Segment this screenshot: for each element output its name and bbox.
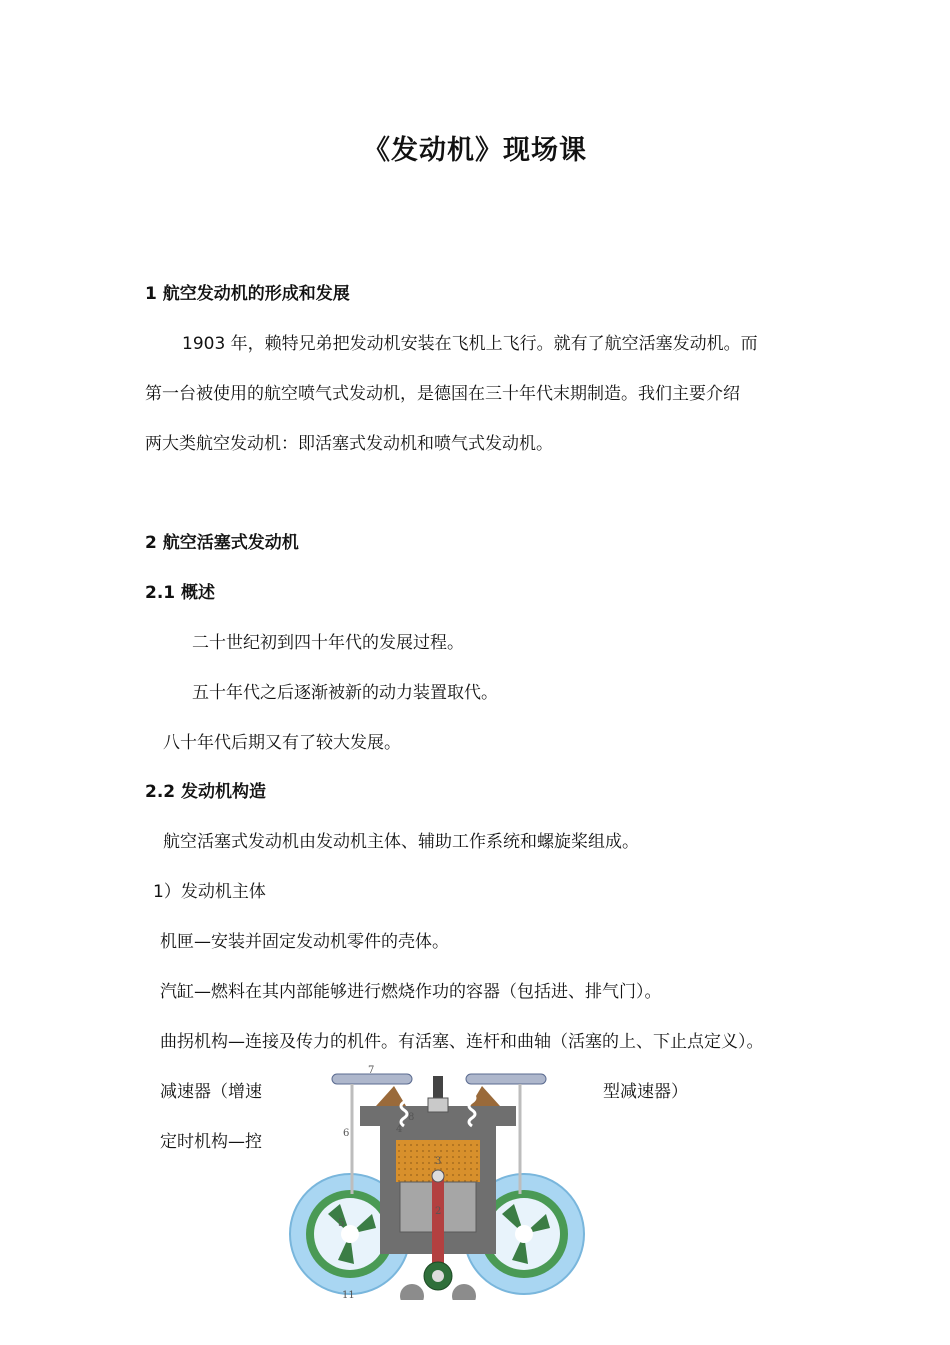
diagram-label: 4 xyxy=(396,1124,403,1135)
paragraph-line-partial: 型减速器） xyxy=(603,1082,688,1102)
section-2-1-heading: 2.1 概述 xyxy=(145,583,216,603)
paragraph-line: 汽缸—燃料在其内部能够进行燃烧作功的容器（包括进、排气门）。 xyxy=(160,982,662,1002)
paragraph-line: 第一台被使用的航空喷气式发动机，是德国在三十年代末期制造。我们主要介绍 xyxy=(145,384,740,404)
diagram-label: 6 xyxy=(343,1128,350,1139)
paragraph-line-partial: 减速器（增速 xyxy=(160,1082,262,1102)
right-rocker-arm xyxy=(466,1074,546,1084)
diagram-label: 3 xyxy=(435,1156,442,1167)
diagram-label: 5 xyxy=(338,1218,345,1229)
diagram-label: 7 xyxy=(368,1065,375,1076)
section-1-heading: 1 航空发动机的形成和发展 xyxy=(145,284,350,304)
paragraph-line: 机匣—安装并固定发动机零件的壳体。 xyxy=(160,932,449,952)
paragraph-line: 八十年代后期又有了较大发展。 xyxy=(163,733,401,753)
paragraph-line: 二十世纪初到四十年代的发展过程。 xyxy=(192,633,464,653)
diagram-label: 8 xyxy=(408,1112,415,1123)
paragraph-line: 航空活塞式发动机由发动机主体、辅助工作系统和螺旋桨组成。 xyxy=(163,832,639,852)
document-title: 《发动机》现场课 xyxy=(363,135,587,166)
diagram-label: 11 xyxy=(342,1290,355,1300)
diagram-label: 2 xyxy=(435,1206,442,1217)
piston-engine-diagram xyxy=(288,1064,588,1300)
paragraph-line: 两大类航空发动机：即活塞式发动机和喷气式发动机。 xyxy=(145,434,553,454)
paragraph-line: 五十年代之后逐渐被新的动力装置取代。 xyxy=(192,683,498,703)
section-2-2-heading: 2.2 发动机构造 xyxy=(145,782,267,802)
paragraph-line: 1903 年，赖特兄弟把发动机安装在飞机上飞行。就有了航空活塞发动机。而 xyxy=(182,334,758,354)
spark-plug xyxy=(433,1076,443,1098)
section-2-heading: 2 航空活塞式发动机 xyxy=(145,533,299,553)
list-item: 1）发动机主体 xyxy=(153,882,266,902)
paragraph-line: 曲拐机构—连接及传力的机件。有活塞、连杆和曲轴（活塞的上、下止点定义）。 xyxy=(160,1032,764,1052)
engine-illustration xyxy=(288,1064,588,1300)
paragraph-line-partial: 定时机构—控 xyxy=(160,1132,262,1152)
